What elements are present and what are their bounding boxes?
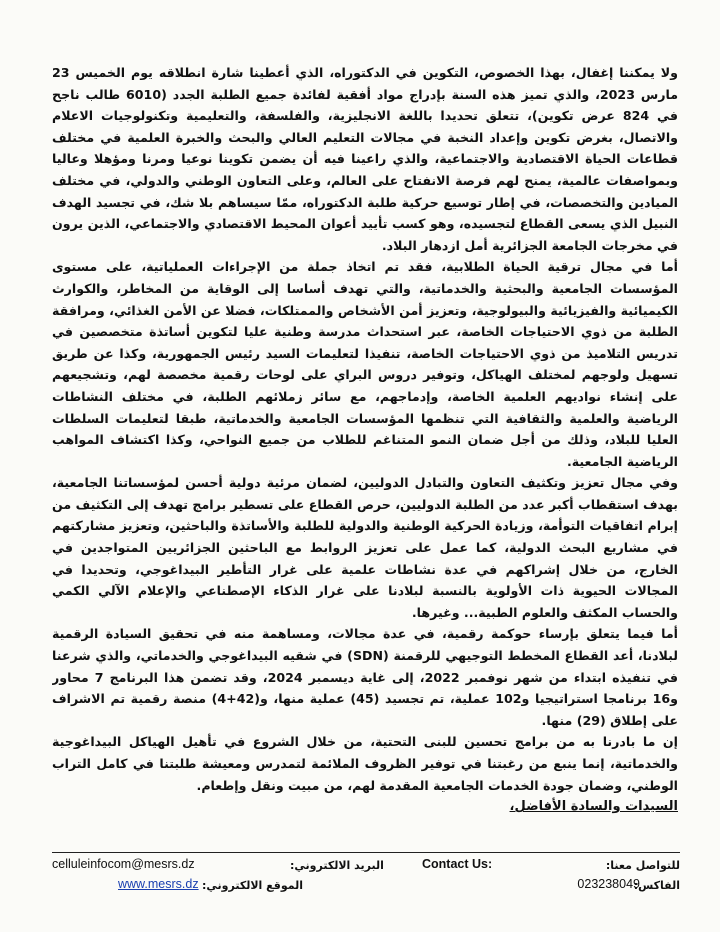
fax-label: الفاكس: <box>633 879 680 892</box>
salutation-heading: السيدات والسادة الأفاضل، <box>509 799 678 815</box>
contact-label-en: Contact Us: <box>422 857 493 871</box>
paragraph-research-policy <box>52 818 678 822</box>
contact-label-ar: للتواصل معنا: <box>605 859 680 872</box>
website-link[interactable]: www.mesrs.dz <box>118 877 199 891</box>
contact-footer <box>52 852 680 913</box>
email-address[interactable]: celluleinfocom@mesrs.dz <box>52 857 195 871</box>
document-body <box>52 62 678 822</box>
website-label: الموقع الالكتروني: <box>202 879 304 892</box>
paragraph-cooperation: وفي مجال تعزيز وتكثيف التعاون والتبادل الدوليين، لضمان مرئية دولية أحسن لمؤسساتنا الجامعية، بهدف استقطاب أكبر عدد من الطلبة الدوليين، حرص القطاع على تسطير برامج تهدف إلى التكثيف من إبرام اتفاقيات التوأمة، وزيادة الحركية الوطنية والدولية للطلبة والأساتذة والباحثين، وتعزيز مشاركتهم في مشاريع البحث الدولية، كما عمل على تعزيز الروابط مع الباحثين الجزائريين المتواجدين في الخارج، من خلال إشراكهم في عدة نشاطات علمية على غرار التأطير البيداغوجي، وتحديدا في المجالات الحيوية ذات الأولوية بالنسبة لبلادنا على غرار الذكاء الإصطناعي والإعلام الآلي الكمي والحساب المكثف والعلوم الطبية... وغيرها. <box>52 475 678 620</box>
email-label: البريد الالكتروني: <box>290 859 384 872</box>
paragraph-doctorate: ولا يمكننا إغفال، بهذا الخصوص، التكوين في الدكتوراه، الذي أعطينا شارة انطلاقه يوم الخميس 23 مارس 2023، والذي تميز هذه السنة بإدراج مواد أفقية لفائدة جميع الطلبة الجدد (6010 طالب ناجح في 824 عرض تكوين)، تتعلق تحديدا باللغة الانجليزية، والفلسفة، والتعليمية وتكنولوجيات الاعلام والاتصال، بغرض تكوين وإعداد النخبة في مجالات التعليم العالي والبحث والخبرة العلمية في مختلف قطاعات الحياة الاقتصادية والاجتماعية، والذي راعينا فيه أن يضمن تكوينا نوعيا ومرنا ومؤهلا وعاليا وبمواصفات عالمية، يمنح لهم فرصة الانفتاح على العالم، وعلى التعاون الوطني والدولي، في مختلف الميادين والتخصصات، في إطار توسيع حركية طلبة الدكتوراه، ممّا سيساهم بلا شك، في تجسيد الهدف النبيل الذي يسعى القطاع لتجسيده، وهو كسب تأييد أعوان المحيط الاقتصادي والاجتماعي، الذين يرون في مخرجات الجامعة الجزائرية أمل ازدهار البلاد. <box>52 65 678 253</box>
paragraph-infrastructure: إن ما بادرنا به من برامج تحسين للبنى التحتية، من خلال الشروع في تأهيل الهياكل البيداغوجية والخدماتية، إنما ينبع من رغبتنا في توفير الظروف الملائمة لتمدرس ومعيشة طلبتنا في كامل التراب الوطني، وضمان جودة الخدمات الجامعية المقدمة لهم، من مبيت ونقل وإطعام. <box>52 734 678 793</box>
paragraph-student-life: أما في مجال ترقية الحياة الطلابية، فقد تم اتخاذ جملة من الإجراءات العملياتية، على مستوى المؤسسات الجامعية والبحثية والخدماتية، والتي تهدف أساسا إلى الوقاية من المخاطر، والكوارث الكيميائية والفيزيائية والبيولوجية، وتعزيز أمن الأشخاص والممتلكات، فضلا عن الأمن الغذائي، ومرافقة الطلبة من ذوي الاحتياجات الخاصة، عبر استحداث مدرسة وطنية عليا لتكوين أساتذة متخصصين في تدريس التلاميذ من ذوي الاحتياجات الخاصة، تنفيذا لتعليمات السيد رئيس الجمهورية، وكذا عن طريق تسهيل ولوجهم لمختلف الهياكل، وتوفير دروس البراي على لوحات رقمية مخصصة لهم، وتشجيعهم على إنشاء نواديهم العلمية الخاصة، وإدماجهم، مع سائر زملائهم الطلبة، في مختلف النشاطات الرياضية والعلمية والثقافية التي تنظمها المؤسسات الجامعية والخدماتية، طبقا لتعليمات السلطات العليا للبلاد، وذلك من أجل ضمان النمو المتناغم للطلاب من جميع النواحي، وكذا اكتشاف المواهب الرياضية الجامعية. <box>52 259 678 469</box>
paragraph-digital-governance: أما فيما يتعلق بإرساء حوكمة رقمية، في عدة مجالات، ومساهمة منه في تحقيق السيادة الرقمية لبلادنا، أعد القطاع المخطط التوجيهي للرقمنة (SDN) في شقيه البيداغوجي والخدماتي، والذي شرعنا في تنفيذه ابتداء من شهر نوفمبر 2022، إلى غاية ديسمبر 2024، وقد تضمن هذا البرنامج 7 محاور و16 برنامجا استراتيجيا و102 عملية، تم تجسيد (45) عملية منها، و(42+4) منصة رقمية تم الاشراف على إطلاق (29) منها. <box>52 626 678 728</box>
fax-number: 023238049 <box>577 877 640 891</box>
